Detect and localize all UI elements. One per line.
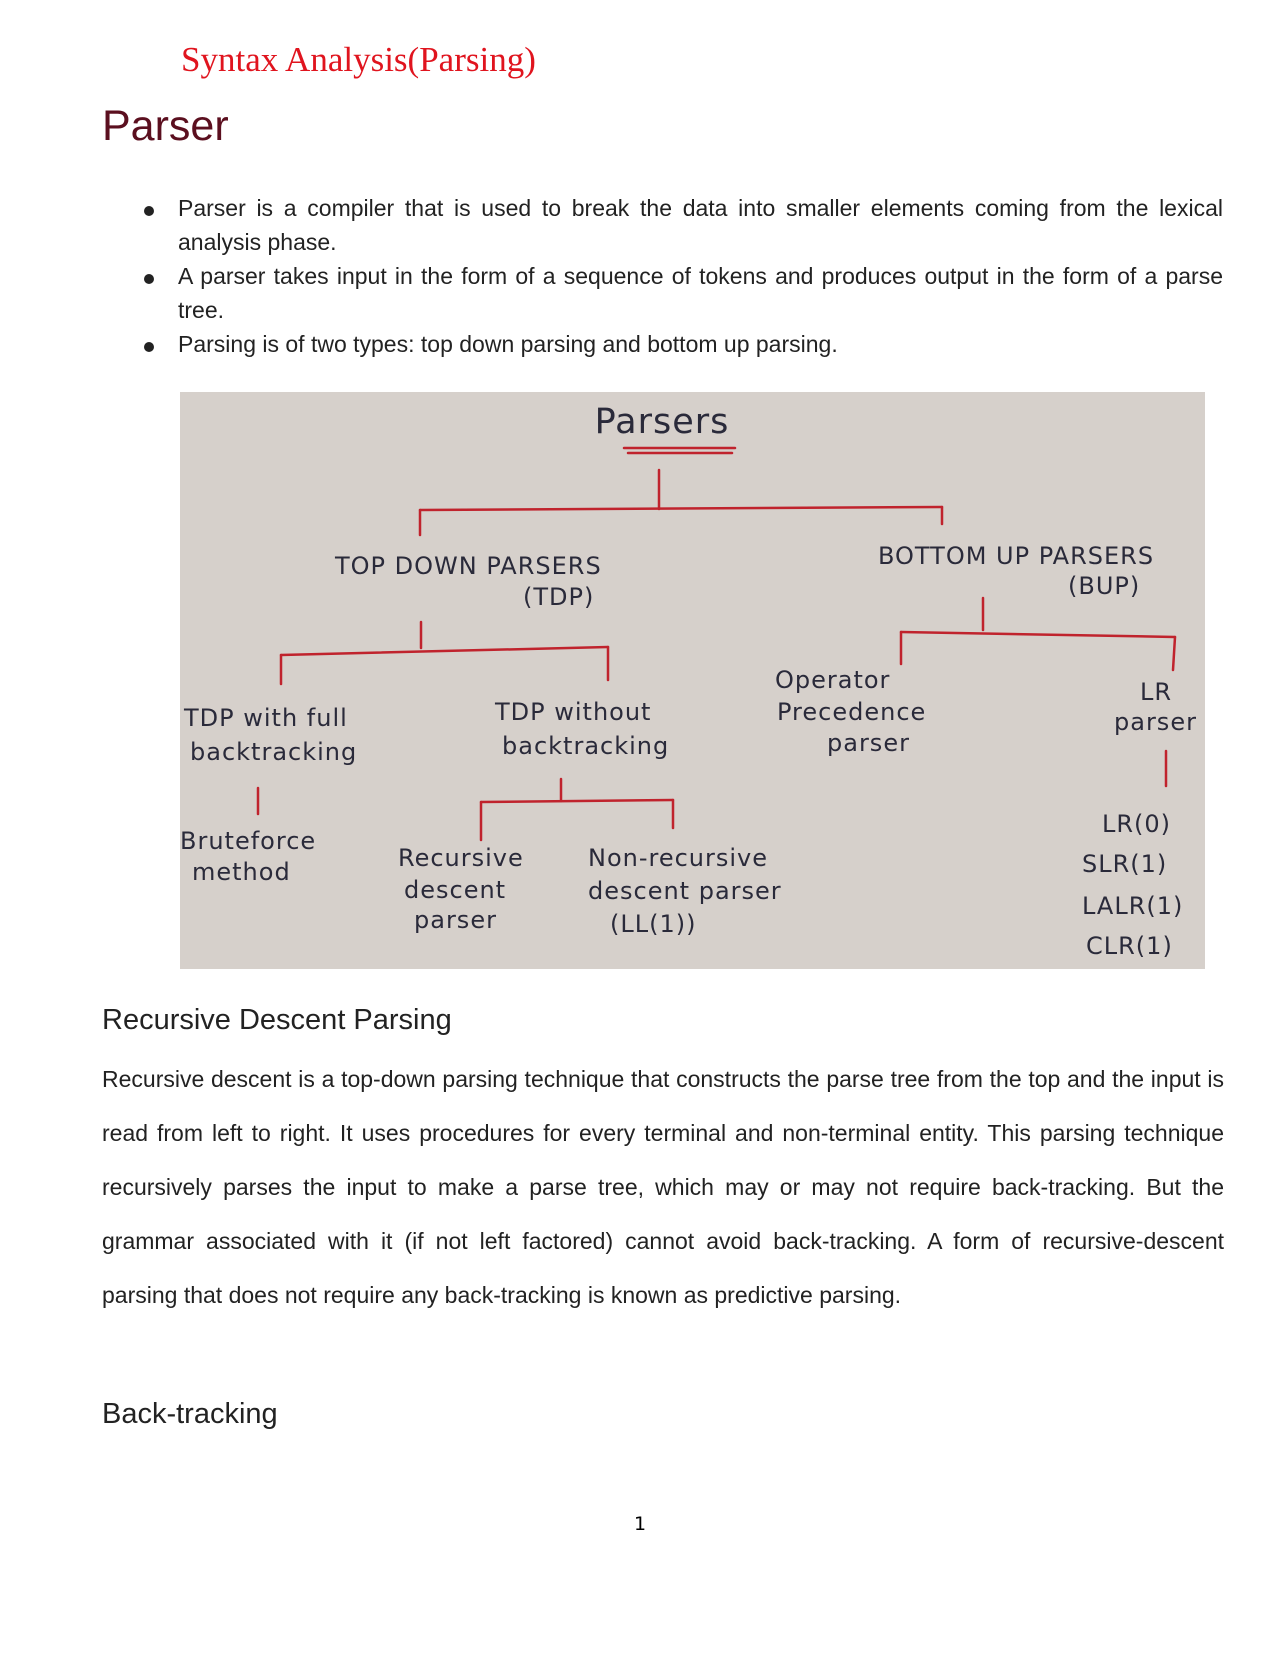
recursive-label: descent bbox=[404, 876, 507, 904]
tdp-full-label: backtracking bbox=[190, 738, 358, 766]
lr-variant-label: LALR(1) bbox=[1082, 892, 1184, 920]
bullet-item bbox=[138, 259, 1223, 327]
recursive-descent-paragraph: Recursive descent is a top-down parsing technique that constructs the parse tree from the top and the input is read from left to right. It uses procedures for every terminal and non-terminal entity. This parsing technique recursively parses the input to make a parse tree, which may or may not require back-tracking. But the grammar associated with it (if not left factored) cannot avoid back-tracking. A form of recursive-descent parsing that does not require any back-tracking is known as predictive parsing. bbox=[102, 1066, 1224, 1308]
bup-title: BOTTOM UP PARSERS bbox=[878, 542, 1155, 570]
bullet-item bbox=[138, 191, 1223, 259]
root-label: Parsers bbox=[594, 402, 730, 442]
section-heading-recursive-descent: Recursive Descent Parsing bbox=[102, 1004, 452, 1036]
tdp-without-branch bbox=[481, 800, 673, 802]
recursive-label: Recursive bbox=[398, 844, 524, 872]
tdp-abbr: (TDP) bbox=[523, 583, 595, 611]
tdp-title: TOP DOWN PARSERS bbox=[335, 552, 602, 580]
bullet-text: A parser takes input in the form of a sequence of tokens and produces output in the form of a parse tree. bbox=[178, 263, 1223, 323]
parsers-tree-diagram bbox=[180, 392, 1205, 969]
bullet-dot-icon bbox=[144, 342, 154, 352]
operator-label: Precedence bbox=[777, 698, 927, 726]
bup-abbr: (BUP) bbox=[1068, 572, 1141, 600]
bullet-text: Parsing is of two types: top down parsing and bottom up parsing. bbox=[178, 331, 838, 357]
bullet-item bbox=[138, 327, 1223, 361]
operator-label: parser bbox=[827, 729, 910, 757]
bruteforce-label: method bbox=[192, 858, 291, 886]
lr-drop bbox=[1173, 637, 1175, 670]
nonrecursive-label: (LL(1)) bbox=[610, 910, 697, 938]
tdp-without-label: TDP without bbox=[495, 698, 652, 726]
section-heading-back-tracking: Back-tracking bbox=[102, 1398, 278, 1430]
bullet-list bbox=[138, 191, 1223, 361]
recursive-label: parser bbox=[414, 906, 497, 934]
lr-parser-label: LR bbox=[1140, 678, 1173, 706]
bullet-text: Parser is a compiler that is used to break the data into smaller elements coming from the lexical analysis phase. bbox=[178, 195, 1223, 255]
lr-variant-label: SLR(1) bbox=[1082, 850, 1168, 878]
lr-variant-label: CLR(1) bbox=[1086, 932, 1173, 960]
page-number: 1 bbox=[633, 1513, 647, 1535]
bullet-dot-icon bbox=[144, 274, 154, 284]
nonrecursive-label: descent parser bbox=[588, 877, 782, 905]
tdp-without-label: backtracking bbox=[502, 732, 670, 760]
lr-parser-label: parser bbox=[1114, 708, 1197, 736]
bruteforce-label: Bruteforce bbox=[180, 827, 317, 855]
bullet-dot-icon bbox=[144, 206, 154, 216]
lr-variant-label: LR(0) bbox=[1102, 810, 1172, 838]
nonrecursive-label: Non-recursive bbox=[588, 844, 769, 872]
bup-branch bbox=[901, 632, 1175, 637]
top-branch bbox=[420, 507, 942, 510]
tdp-full-label: TDP with full bbox=[184, 704, 348, 732]
operator-label: Operator bbox=[775, 666, 891, 694]
heading-parser: Parser bbox=[102, 102, 229, 150]
document-title: Syntax Analysis(Parsing) bbox=[181, 40, 536, 79]
tdp-branch bbox=[281, 647, 608, 655]
